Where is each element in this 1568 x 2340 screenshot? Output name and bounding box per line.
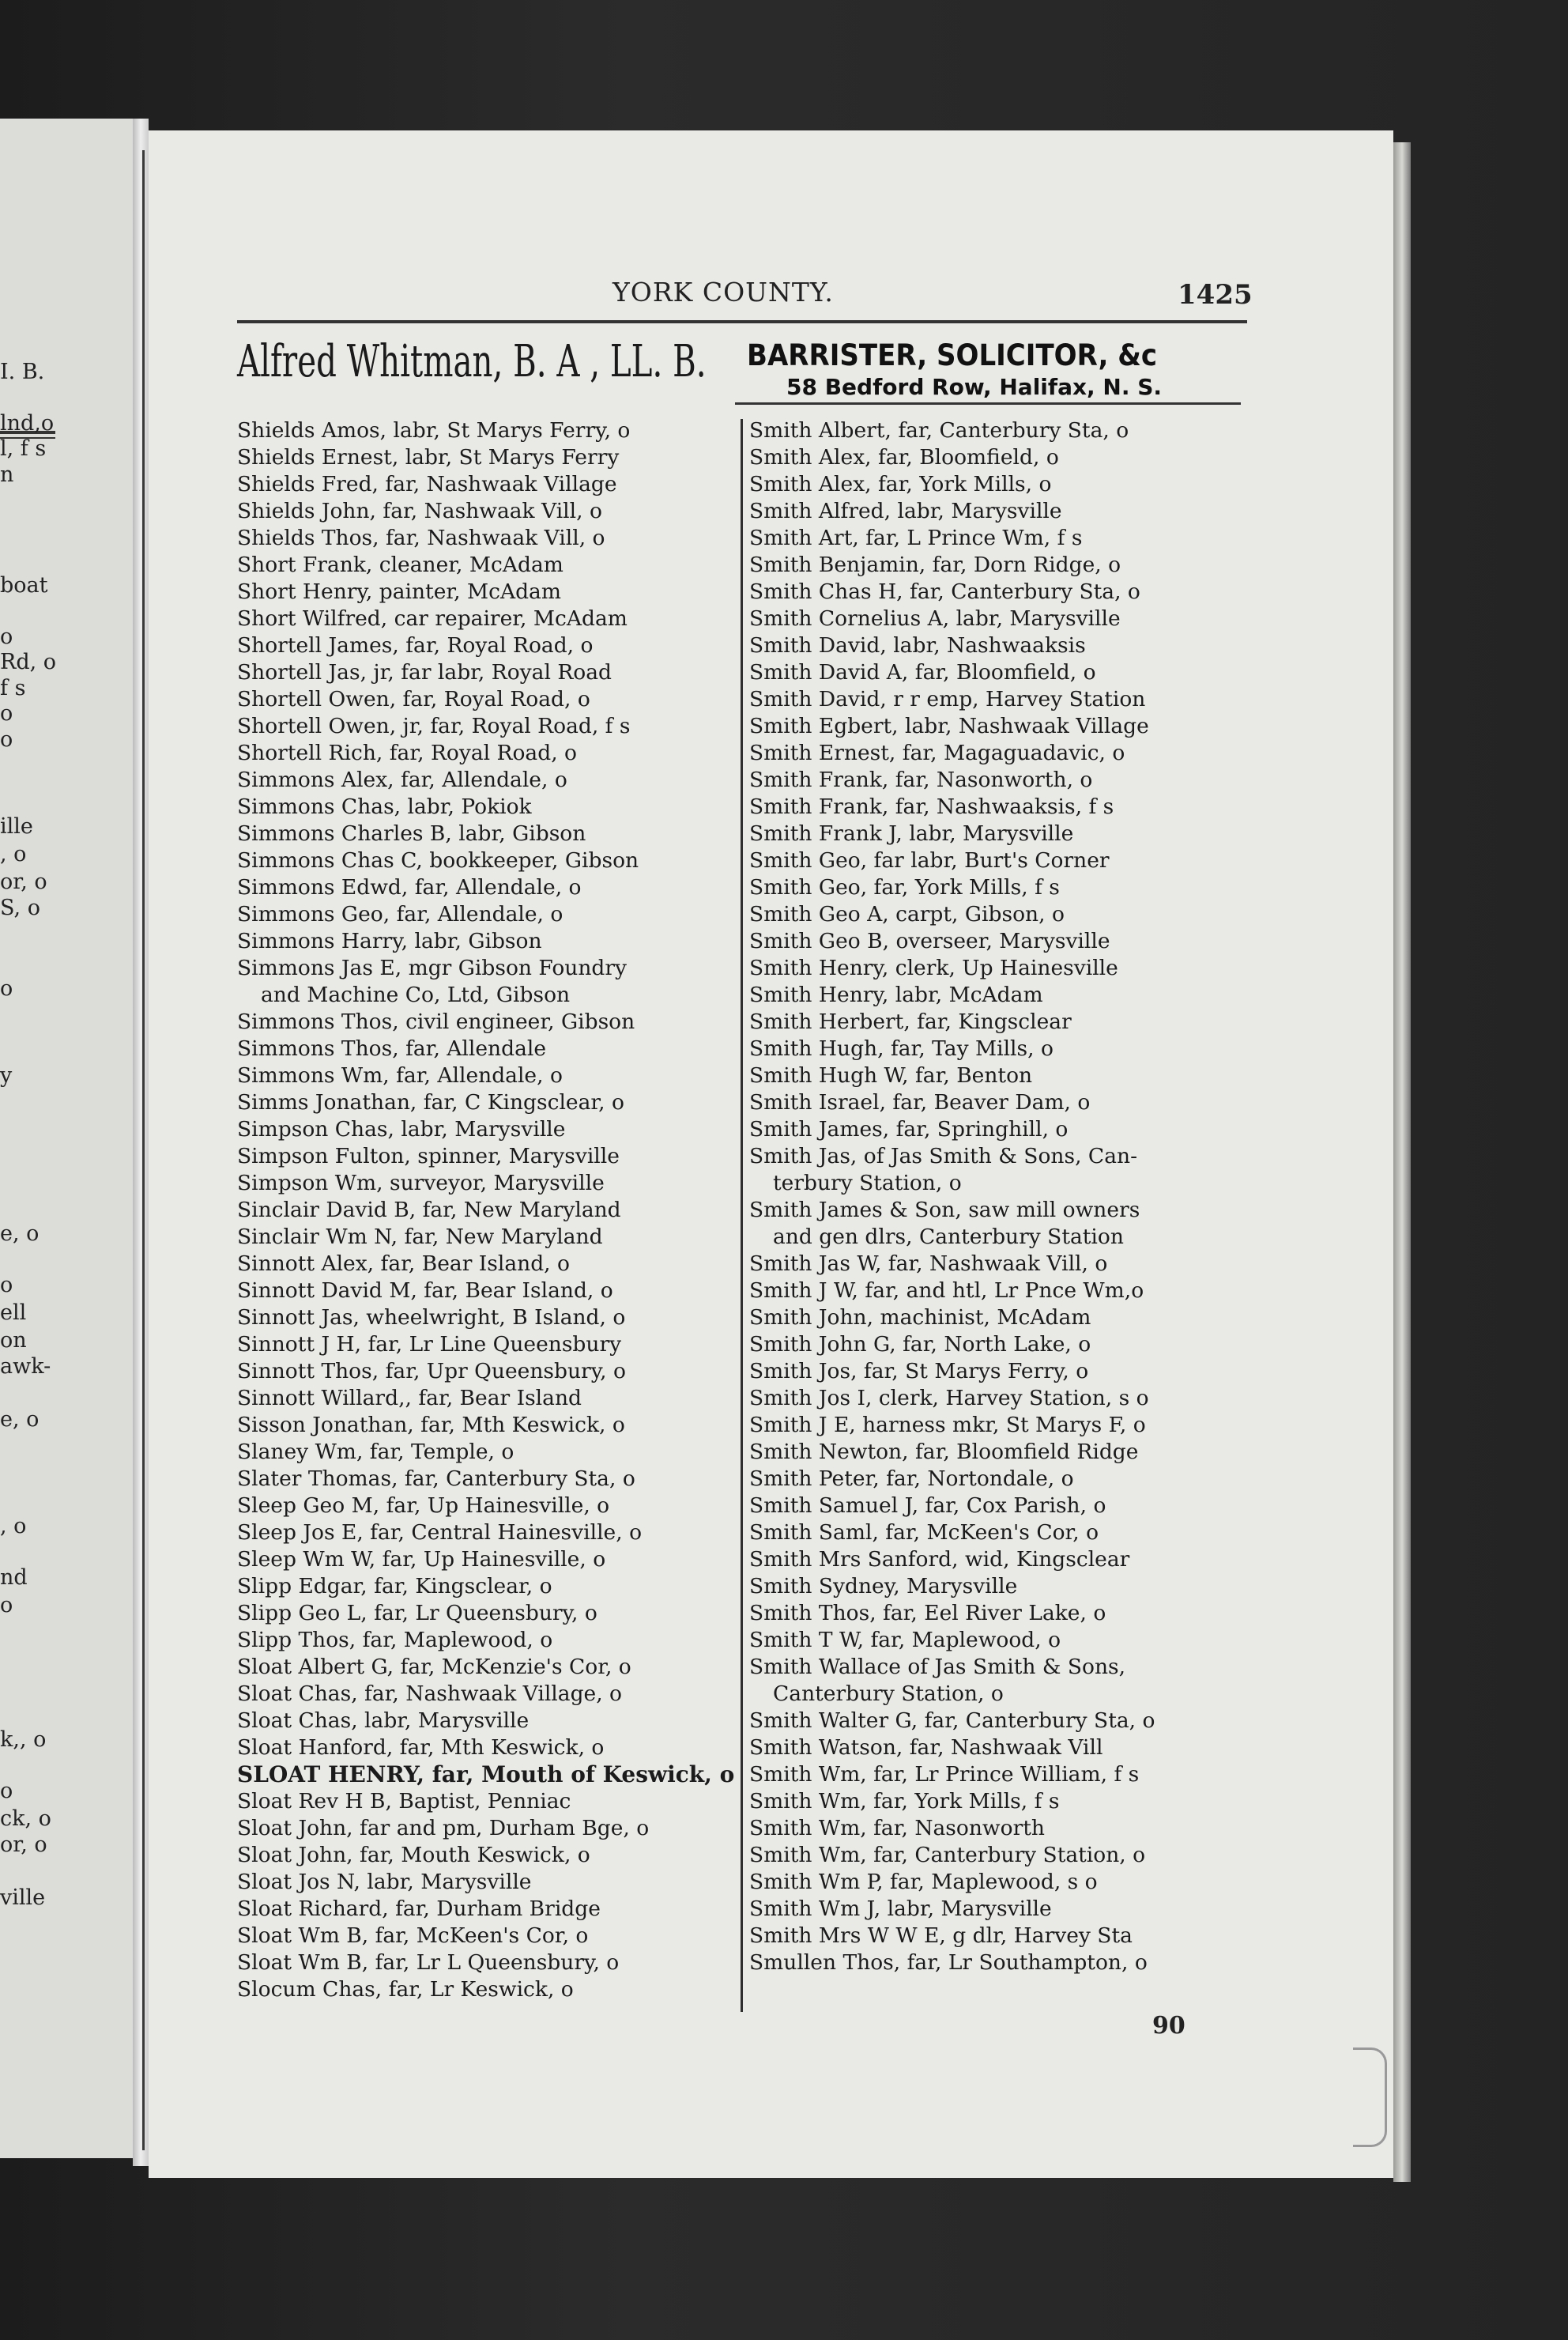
directory-entry: Smith Mrs Sanford, wid, Kingsclear	[749, 1547, 1130, 1572]
directory-entry: Simpson Wm, surveyor, Marysville	[237, 1171, 605, 1195]
directory-entry: Smith Alfred, labr, Marysville	[749, 499, 1062, 523]
directory-entry: Smith Hugh, far, Tay Mills, o	[749, 1036, 1054, 1061]
directory-entry: Sinnott Alex, far, Bear Island, o	[237, 1251, 570, 1276]
directory-entry: Smith Jos, far, St Marys Ferry, o	[749, 1359, 1089, 1383]
directory-entry: Smith Newton, far, Bloomfield Ridge	[749, 1440, 1139, 1464]
directory-entry: Slocum Chas, far, Lr Keswick, o	[237, 1977, 574, 2002]
directory-entry: Simms Jonathan, far, C Kingsclear, o	[237, 1090, 624, 1115]
directory-entry: Simmons Chas, labr, Pokiok	[237, 794, 532, 819]
previous-page-line: on	[0, 1328, 27, 1353]
directory-entry: Smith Wm, far, Lr Prince William, f s	[749, 1762, 1140, 1787]
directory-entry: Sleep Geo M, far, Up Hainesville, o	[237, 1493, 610, 1518]
directory-entry: Simpson Fulton, spinner, Marysville	[237, 1144, 620, 1168]
directory-entry: Shortell Owen, far, Royal Road, o	[237, 687, 590, 711]
directory-entry: Smith Mrs W W E, g dlr, Harvey Sta	[749, 1923, 1133, 1948]
directory-entry: SLOAT HENRY, far, Mouth of Keswick, o	[237, 1761, 735, 1787]
previous-page-line: Rd, o	[0, 650, 57, 674]
previous-page-line: o	[0, 1779, 13, 1803]
directory-entry: Smith Geo, far, York Mills, f s	[749, 875, 1060, 900]
directory-entry: Simmons Thos, civil engineer, Gibson	[237, 1010, 635, 1034]
directory-entry: Smith Art, far, L Prince Wm, f s	[749, 526, 1083, 550]
previous-page-line: lnd,o	[0, 411, 55, 436]
directory-entry: Sloat Chas, labr, Marysville	[237, 1708, 530, 1733]
previous-page-line: ille	[0, 814, 33, 839]
previous-page-line: o	[0, 1273, 13, 1297]
previous-page-line: ck, o	[0, 1806, 51, 1831]
directory-entry: Smith James, far, Springhill, o	[749, 1117, 1069, 1142]
previous-page-line: or, o	[0, 870, 47, 894]
previous-page-line: I. B.	[0, 360, 45, 384]
directory-entry: Sloat Jos N, labr, Marysville	[237, 1870, 532, 1894]
directory-entry: Smith Wm, far, Nasonworth	[749, 1816, 1045, 1840]
book-gutter	[133, 119, 149, 2166]
right-column	[749, 417, 1243, 1976]
directory-entry: Sloat Rev H B, Baptist, Penniac	[237, 1789, 571, 1814]
previous-page-fragment	[0, 119, 138, 2158]
directory-entry: Smith Hugh W, far, Benton	[749, 1063, 1033, 1088]
previous-page-line: o	[0, 1593, 13, 1617]
directory-entry: Canterbury Station, o	[773, 1681, 1004, 1706]
directory-entry: Sinnott Thos, far, Upr Queensbury, o	[237, 1359, 626, 1383]
directory-entry: and gen dlrs, Canterbury Station	[773, 1225, 1124, 1249]
directory-entry: Slaney Wm, far, Temple, o	[237, 1440, 514, 1464]
directory-entry: Shields Fred, far, Nashwaak Village	[237, 472, 617, 496]
directory-entry: Smith Herbert, far, Kingsclear	[749, 1010, 1072, 1034]
previous-page-line: awk-	[0, 1354, 51, 1379]
directory-entry: Shortell Rich, far, Royal Road, o	[237, 741, 577, 765]
directory-entry: Sinnott David M, far, Bear Island, o	[237, 1278, 613, 1303]
directory-entry: Slipp Thos, far, Maplewood, o	[237, 1628, 553, 1652]
directory-entry: Smith Frank J, labr, Marysville	[749, 821, 1074, 846]
directory-entry: Slater Thomas, far, Canterbury Sta, o	[237, 1466, 635, 1491]
column-divider	[741, 419, 743, 2012]
directory-entry: Sloat Richard, far, Durham Bridge	[237, 1897, 601, 1921]
directory-entry: Sinnott Willard,, far, Bear Island	[237, 1386, 582, 1410]
previous-page-line: n	[0, 462, 14, 487]
directory-entry: Smith T W, far, Maplewood, o	[749, 1628, 1061, 1652]
directory-entry: Simmons Chas C, bookkeeper, Gibson	[237, 848, 639, 873]
directory-entry: terbury Station, o	[773, 1171, 962, 1195]
previous-page-line: , o	[0, 1514, 27, 1538]
directory-entry: Smith Wm P, far, Maplewood, s o	[749, 1870, 1098, 1894]
directory-entry: Simmons Charles B, labr, Gibson	[237, 821, 586, 846]
directory-entry: Smith Sydney, Marysville	[749, 1574, 1018, 1598]
directory-entry: Smith Albert, far, Canterbury Sta, o	[749, 418, 1129, 443]
header-rule	[237, 320, 1247, 323]
directory-entry: Smith David, labr, Nashwaaksis	[749, 633, 1086, 658]
directory-entry: Smith Ernest, far, Magaguadavic, o	[749, 741, 1125, 765]
directory-entry: Smith Alex, far, York Mills, o	[749, 472, 1052, 496]
directory-entry: Shortell James, far, Royal Road, o	[237, 633, 594, 658]
previous-page-line: , o	[0, 842, 27, 866]
directory-entry: Smith John, machinist, McAdam	[749, 1305, 1091, 1330]
previous-page-line: ell	[0, 1300, 27, 1325]
directory-entry: and Machine Co, Ltd, Gibson	[261, 983, 571, 1007]
previous-page-line: e, o	[0, 1221, 40, 1246]
previous-page-line: f s	[0, 676, 26, 700]
directory-entry: Shields John, far, Nashwaak Vill, o	[237, 499, 602, 523]
directory-entry: Smith Henry, labr, McAdam	[749, 983, 1043, 1007]
page-tab-mark	[1353, 2048, 1387, 2147]
previous-page-line: y	[0, 1063, 13, 1088]
previous-page-line: o	[0, 625, 13, 649]
directory-entry: Sloat Wm B, far, Lr L Queensbury, o	[237, 1950, 620, 1975]
signature-number: 90	[1152, 2012, 1185, 2040]
directory-entry: Smith Samuel J, far, Cox Parish, o	[749, 1493, 1106, 1518]
previous-page-line: nd	[0, 1565, 28, 1590]
directory-entry: Smith Geo, far labr, Burt's Corner	[749, 848, 1110, 873]
previous-page-line: k,, o	[0, 1727, 47, 1752]
previous-page-line: e, o	[0, 1407, 40, 1432]
directory-entry: Simpson Chas, labr, Marysville	[237, 1117, 566, 1142]
directory-entry: Smith David, r r emp, Harvey Station	[749, 687, 1146, 711]
directory-entry: Shields Amos, labr, St Marys Ferry, o	[237, 418, 631, 443]
directory-entry: Shortell Jas, jr, far labr, Royal Road	[237, 660, 612, 685]
directory-entry: Simmons Geo, far, Allendale, o	[237, 902, 564, 927]
directory-entry: Simmons Edwd, far, Allendale, o	[237, 875, 582, 900]
directory-entry: Smith John G, far, North Lake, o	[749, 1332, 1091, 1357]
directory-entry: Smith David A, far, Bloomfield, o	[749, 660, 1096, 685]
directory-entry: Sleep Wm W, far, Up Hainesville, o	[237, 1547, 606, 1572]
directory-entry: Smith Chas H, far, Canterbury Sta, o	[749, 579, 1140, 604]
gutter-edge-line	[142, 150, 145, 2150]
directory-entry: Sisson Jonathan, far, Mth Keswick, o	[237, 1413, 625, 1437]
previous-page-line: o	[0, 727, 13, 752]
directory-entry: Smith Walter G, far, Canterbury Sta, o	[749, 1708, 1155, 1733]
directory-entry: Smith J E, harness mkr, St Marys F, o	[749, 1413, 1146, 1437]
directory-entry: Smith Jas, of Jas Smith & Sons, Can-	[749, 1144, 1138, 1168]
directory-entry: Smith Jas W, far, Nashwaak Vill, o	[749, 1251, 1108, 1276]
directory-entry: Smith Frank, far, Nashwaaksis, f s	[749, 794, 1114, 819]
directory-entry: Smith Israel, far, Beaver Dam, o	[749, 1090, 1091, 1115]
directory-entry: Smith Wm, far, Canterbury Station, o	[749, 1843, 1146, 1867]
directory-entry: Shortell Owen, jr, far, Royal Road, f s	[237, 714, 631, 738]
directory-entry: Smith Wm, far, York Mills, f s	[749, 1789, 1060, 1814]
directory-entry: Smith J W, far, and htl, Lr Pnce Wm,o	[749, 1278, 1144, 1303]
directory-entry: Short Henry, painter, McAdam	[237, 579, 561, 604]
directory-entry: Smith Wallace of Jas Smith & Sons,	[749, 1655, 1126, 1679]
directory-entry: Sloat Wm B, far, McKeen's Cor, o	[237, 1923, 589, 1948]
directory-entry: Sleep Jos E, far, Central Hainesville, o	[237, 1520, 643, 1545]
directory-entry: Slipp Edgar, far, Kingsclear, o	[237, 1574, 552, 1598]
directory-entry: Sinnott J H, far, Lr Line Queensbury	[237, 1332, 622, 1357]
advert-profession: BARRISTER, SOLICITOR, &c	[747, 338, 1158, 372]
previous-page-line: or, o	[0, 1832, 47, 1857]
directory-entry: Smith Jos I, clerk, Harvey Station, s o	[749, 1386, 1149, 1410]
previous-page-line: boat	[0, 573, 48, 598]
directory-entry: Sloat Albert G, far, McKenzie's Cor, o	[237, 1655, 631, 1679]
directory-entry: Smith Wm J, labr, Marysville	[749, 1897, 1052, 1921]
directory-entry: Simmons Thos, far, Allendale	[237, 1036, 547, 1061]
directory-entry: Smith Benjamin, far, Dorn Ridge, o	[749, 553, 1121, 577]
page-number: 1425	[1178, 279, 1253, 311]
directory-entry: Short Frank, cleaner, McAdam	[237, 553, 564, 577]
advert-address: 58 Bedford Row, Halifax, N. S.	[786, 374, 1163, 400]
directory-entry: Shields Ernest, labr, St Marys Ferry	[237, 445, 620, 470]
previous-page-line: l, f s	[0, 436, 47, 461]
directory-entry: Simmons Harry, labr, Gibson	[237, 929, 542, 953]
previous-page-line: S, o	[0, 896, 40, 920]
directory-entry: Smith Henry, clerk, Up Hainesville	[749, 956, 1118, 980]
directory-entry: Slipp Geo L, far, Lr Queensbury, o	[237, 1601, 597, 1625]
page-edge	[1393, 142, 1411, 2182]
directory-entry: Smith James & Son, saw mill owners	[749, 1198, 1140, 1222]
directory-entry: Smith Egbert, labr, Nashwaak Village	[749, 714, 1149, 738]
directory-entry: Simmons Wm, far, Allendale, o	[237, 1063, 563, 1088]
directory-entry: Smith Geo B, overseer, Marysville	[749, 929, 1110, 953]
directory-entry: Smullen Thos, far, Lr Southampton, o	[749, 1950, 1148, 1975]
directory-entry: Short Wilfred, car repairer, McAdam	[237, 606, 628, 631]
directory-entry: Simmons Alex, far, Allendale, o	[237, 768, 567, 792]
directory-entry: Simmons Jas E, mgr Gibson Foundry	[237, 956, 628, 980]
directory-entry: Smith Saml, far, McKeen's Cor, o	[749, 1520, 1099, 1545]
page-header-title: YORK COUNTY.	[612, 277, 834, 308]
advert-rule	[735, 402, 1241, 405]
previous-page-line: ville	[0, 1885, 46, 1910]
directory-entry: Sloat Chas, far, Nashwaak Village, o	[237, 1681, 623, 1706]
directory-entry: Smith Cornelius A, labr, Marysville	[749, 606, 1121, 631]
directory-entry: Sloat John, far, Mouth Keswick, o	[237, 1843, 590, 1867]
advert-name: Alfred Whitman, B. A , LL. B.	[237, 336, 707, 387]
directory-entry: Smith Frank, far, Nasonworth, o	[749, 768, 1093, 792]
left-column	[237, 417, 735, 2003]
directory-entry: Smith Alex, far, Bloomfield, o	[749, 445, 1059, 470]
directory-entry: Shields Thos, far, Nashwaak Vill, o	[237, 526, 605, 550]
directory-entry: Sinclair David B, far, New Maryland	[237, 1198, 621, 1222]
directory-entry: Smith Watson, far, Nashwaak Vill	[749, 1735, 1103, 1760]
directory-entry: Smith Peter, far, Nortondale, o	[749, 1466, 1074, 1491]
directory-entry: Sinclair Wm N, far, New Maryland	[237, 1225, 603, 1249]
previous-page-line: o	[0, 976, 13, 1001]
previous-page-line: o	[0, 701, 13, 726]
directory-entry: Sloat John, far and pm, Durham Bge, o	[237, 1816, 650, 1840]
directory-entry: Sloat Hanford, far, Mth Keswick, o	[237, 1735, 605, 1760]
directory-entry: Sinnott Jas, wheelwright, B Island, o	[237, 1305, 626, 1330]
directory-entry: Smith Thos, far, Eel River Lake, o	[749, 1601, 1106, 1625]
directory-entry: Smith Geo A, carpt, Gibson, o	[749, 902, 1065, 927]
